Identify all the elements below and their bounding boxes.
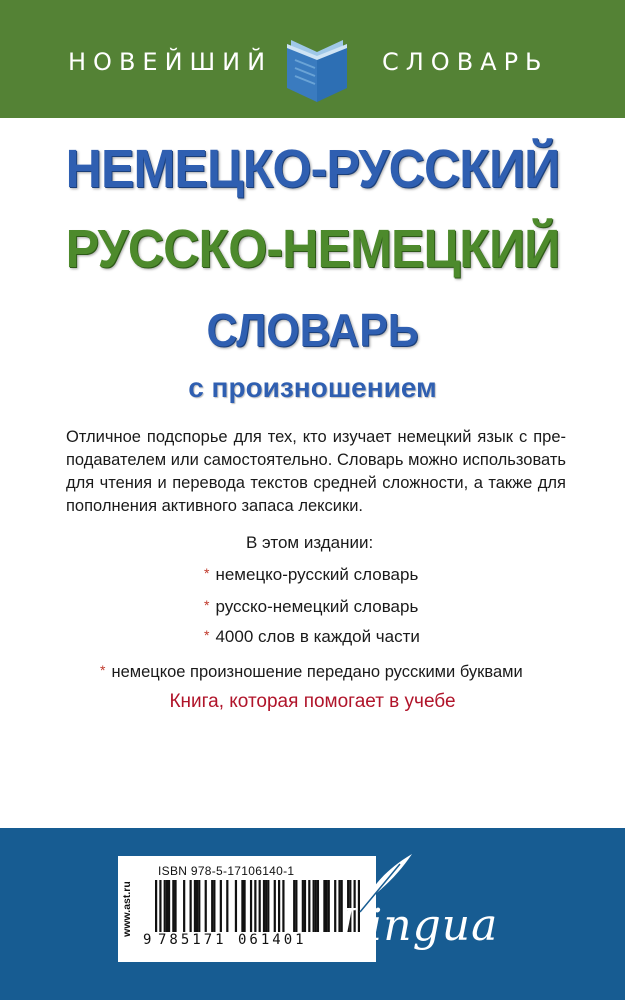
barcode-bar [293,880,295,932]
series-banner [0,0,625,118]
website-text: www.ast.ru [121,881,133,937]
barcode-bar [250,880,252,932]
barcode-bar [159,880,161,932]
barcode-bar [183,880,185,932]
barcode-bar [254,880,256,932]
asterisk-icon: * [204,565,210,581]
ean-digits: 785171 061401 [158,932,307,948]
barcode-bar [265,880,267,932]
asterisk-icon: * [204,627,210,643]
barcode-bar [317,880,319,932]
ean-first-digit: 9 [143,932,152,948]
barcode-bar [304,880,306,932]
feature-text: немецкое произношение передано русскими буквами [111,663,523,681]
barcode-bar [325,880,327,932]
barcode-bar [241,880,243,932]
barcode-bar [278,880,280,932]
barcode-bar [302,880,304,932]
title-line-3: СЛОВАРЬ [206,304,419,356]
open-book-icon [281,38,353,104]
barcode-bar [274,880,276,932]
barcode-bar [166,880,168,932]
website-label [116,856,138,962]
feature-item [100,662,523,682]
description-line: подавателем или самостоятельно. Словарь можно использовать [66,451,566,469]
feature-text: русско-немецкий словарь [215,597,419,616]
feature-item [204,597,418,617]
slogan: Книга, которая помогает в учебе [169,691,456,712]
barcode-bar [174,880,176,932]
description-line: Отличное подспорье для тех, кто изучает немецкий язык с пре- [66,428,566,446]
isbn-label: ISBN 978-5-17106140-1 [158,864,295,878]
barcode-bar [194,880,196,932]
title-line-1: НЕМЕЦКО-РУССКИЙ [65,139,560,199]
asterisk-icon: * [100,662,106,678]
barcode-bar [263,880,265,932]
barcode-bar [295,880,297,932]
barcode-bar [226,880,228,932]
subtitle: с произношением [188,372,437,403]
description-line: для чтения и перевода текстов средней сложности, а также для [66,474,566,492]
description-line: пополнения активного запаса лексики. [66,497,364,515]
barcode-bar [243,880,245,932]
asterisk-icon: * [204,597,210,613]
barcode-bar [267,880,269,932]
series-label-left: НОВЕЙШИЙ [68,48,273,76]
barcode-bar [220,880,222,932]
barcode-bar [196,880,198,932]
barcode-bar [190,880,192,932]
barcode-bar [164,880,166,932]
feature-text: немецко-русский словарь [215,565,419,584]
barcode-bar [235,880,237,932]
series-label-right: СЛОВАРЬ [382,48,549,76]
barcode-bar [315,880,317,932]
barcode-bar [213,880,215,932]
barcode-bar [172,880,174,932]
description [66,426,566,518]
feature-item [204,627,420,647]
publisher-logo: Lingua [338,900,499,951]
barcode-bar [323,880,325,932]
feature-item [204,565,418,585]
barcode-bar [168,880,170,932]
barcode-bar [282,880,284,932]
barcode-bar [211,880,213,932]
edition-heading: В этом издании: [246,533,374,552]
barcode-bar [308,880,310,932]
barcode-bar [198,880,200,932]
barcode-bar [205,880,207,932]
barcode-bar [313,880,315,932]
barcode-bar [155,880,157,932]
barcode-bar [259,880,261,932]
feature-text: 4000 слов в каждой части [215,627,420,646]
title-line-2: РУССКО-НЕМЕЦКИЙ [65,219,560,279]
